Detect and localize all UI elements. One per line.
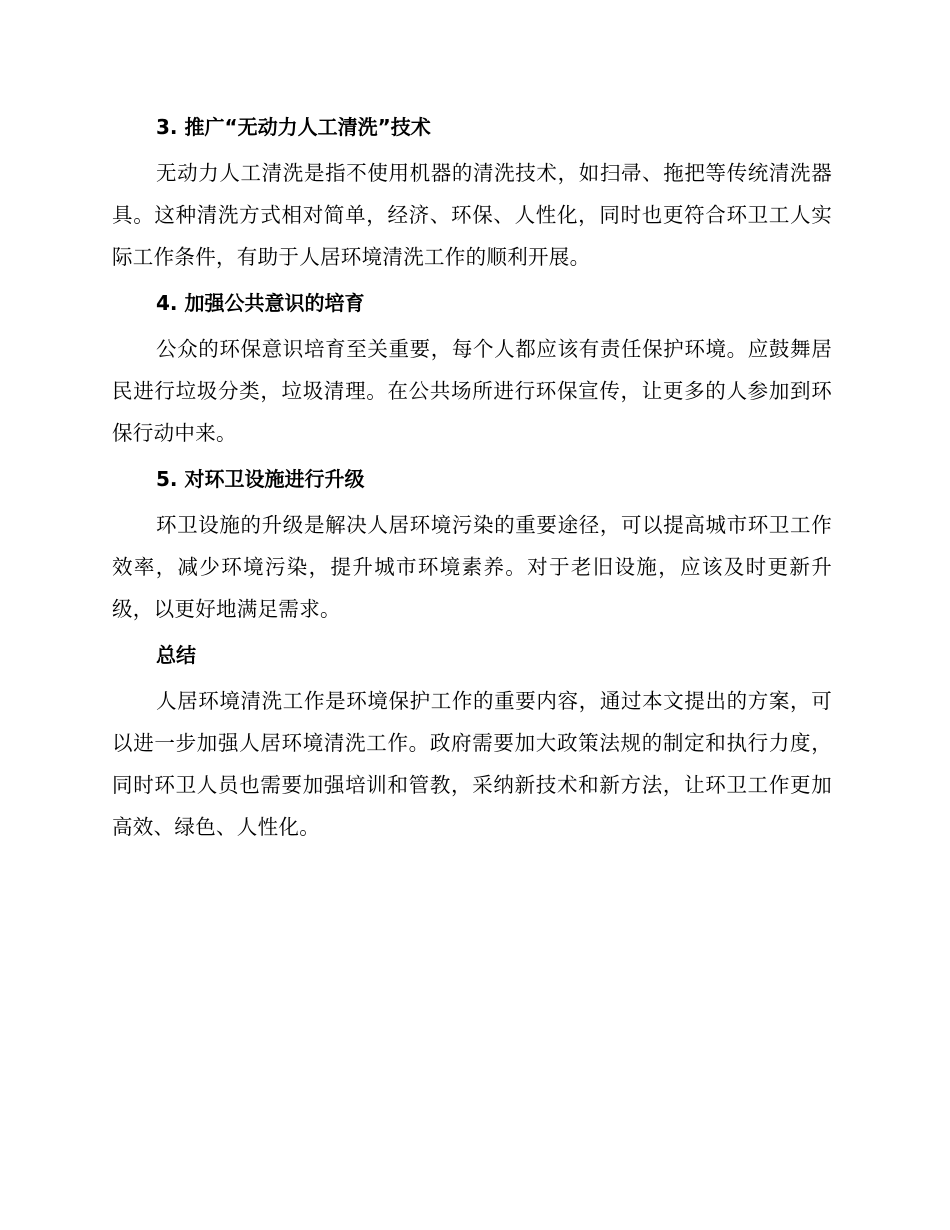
document-content (112, 108, 832, 854)
summary-heading: 总结 (156, 643, 196, 667)
section-body-4: 公众的环保意识培育至关重要，每个人都应该有责任保护环境。应鼓舞居民进行垃圾分类，垃圾清理。在公共场所进行环保宣传，让更多的人参加到环保行动中来。 (112, 337, 832, 445)
section-heading-5: 5. 对环卫设施进行升级 (156, 467, 365, 491)
section-body-5: 环卫设施的升级是解决人居环境污染的重要途径，可以提高城市环卫工作效率，减少环境污染，提升城市环境素养。对于老旧设施，应该及时更新升级，以更好地满足需求。 (112, 513, 832, 621)
section-heading-3: 3. 推广“无动力人工清洗”技术 (156, 115, 431, 139)
section-body-3: 无动力人工清洗是指不使用机器的清洗技术，如扫帚、拖把等传统清洗器具。这种清洗方式相对简单，经济、环保、人性化，同时也更符合环卫工人实际工作条件，有助于人居环境清洗工作的顺利开展。 (112, 161, 832, 269)
section-heading-4: 4. 加强公共意识的培育 (156, 291, 365, 315)
summary-body: 人居环境清洗工作是环境保护工作的重要内容，通过本文提出的方案，可以进一步加强人居环境清洗工作。政府需要加大政策法规的制定和执行力度，同时环卫人员也需要加强培训和管教，采纳新技术和新方法，让环卫工作更加高效、绿色、人性化。 (112, 689, 832, 839)
